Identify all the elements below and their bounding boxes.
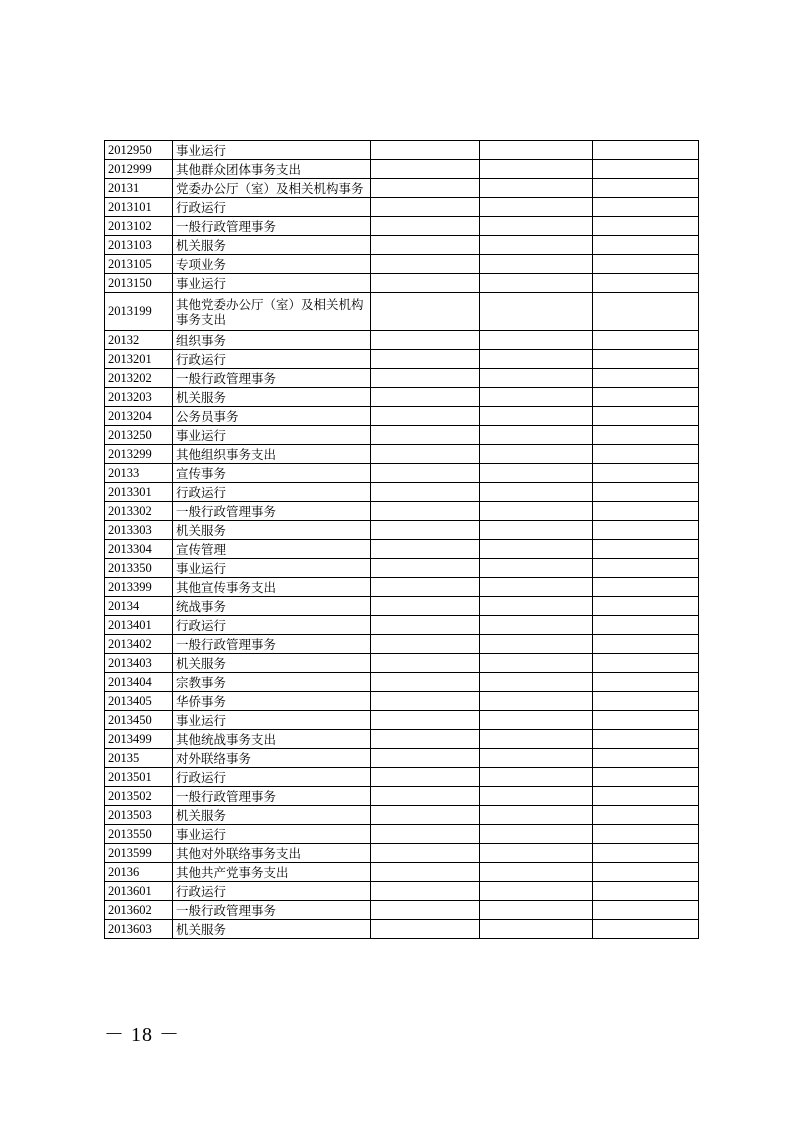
empty-value-cell [480,236,593,255]
empty-value-cell [480,141,593,160]
subject-name-cell: 一般行政管理事务 [173,502,371,521]
empty-value-cell [593,540,699,559]
empty-value-cell [480,293,593,331]
empty-value-cell [371,882,480,901]
table-row [105,749,699,768]
table-row [105,426,699,445]
table-row [105,768,699,787]
empty-value-cell [593,521,699,540]
empty-value-cell [371,350,480,369]
empty-value-cell [480,616,593,635]
subject-code-cell: 2013102 [105,217,173,236]
subject-name-cell: 事业运行 [173,711,371,730]
empty-value-cell [593,635,699,654]
empty-value-cell [480,882,593,901]
subject-code-cell: 2013203 [105,388,173,407]
subject-name-cell: 其他群众团体事务支出 [173,160,371,179]
subject-code-cell: 20131 [105,179,173,198]
subject-name-cell: 华侨事务 [173,692,371,711]
subject-name-cell: 其他对外联络事务支出 [173,844,371,863]
subject-name-cell: 其他党委办公厅（室）及相关机构事务支出 [173,293,371,331]
subject-code-cell: 2013603 [105,920,173,939]
empty-value-cell [480,407,593,426]
subject-name-cell: 其他宣传事务支出 [173,578,371,597]
empty-value-cell [593,198,699,217]
subject-name-cell: 事业运行 [173,825,371,844]
empty-value-cell [593,331,699,350]
subject-name-cell: 行政运行 [173,198,371,217]
empty-value-cell [480,388,593,407]
subject-name-cell: 机关服务 [173,388,371,407]
empty-value-cell [593,179,699,198]
subject-code-cell: 2013402 [105,635,173,654]
subject-name-cell: 一般行政管理事务 [173,217,371,236]
empty-value-cell [371,920,480,939]
empty-value-cell [480,844,593,863]
table-row [105,293,699,331]
budget-table [104,140,699,939]
empty-value-cell [593,502,699,521]
empty-value-cell [371,236,480,255]
empty-value-cell [371,388,480,407]
table-row [105,388,699,407]
table-row [105,920,699,939]
table-row [105,692,699,711]
subject-name-cell: 机关服务 [173,236,371,255]
subject-name-cell: 行政运行 [173,616,371,635]
table-row [105,407,699,426]
empty-value-cell [593,901,699,920]
empty-value-cell [371,692,480,711]
empty-value-cell [371,597,480,616]
subject-code-cell: 2013101 [105,198,173,217]
subject-code-cell: 20133 [105,464,173,483]
empty-value-cell [593,160,699,179]
empty-value-cell [371,464,480,483]
empty-value-cell [371,540,480,559]
subject-code-cell: 20132 [105,331,173,350]
subject-name-cell: 一般行政管理事务 [173,787,371,806]
empty-value-cell [371,559,480,578]
subject-code-cell: 2013202 [105,369,173,388]
table-row [105,350,699,369]
subject-code-cell: 2013201 [105,350,173,369]
subject-code-cell: 2013103 [105,236,173,255]
empty-value-cell [593,255,699,274]
empty-value-cell [480,749,593,768]
subject-name-cell: 事业运行 [173,426,371,445]
table-row [105,616,699,635]
empty-value-cell [480,445,593,464]
empty-value-cell [371,806,480,825]
table-row [105,654,699,673]
subject-code-cell: 2013601 [105,882,173,901]
table-row [105,179,699,198]
empty-value-cell [593,559,699,578]
empty-value-cell [371,749,480,768]
subject-name-cell: 党委办公厅（室）及相关机构事务 [173,179,371,198]
empty-value-cell [371,502,480,521]
empty-value-cell [480,578,593,597]
subject-code-cell: 2013405 [105,692,173,711]
table-row [105,559,699,578]
empty-value-cell [593,445,699,464]
empty-value-cell [371,578,480,597]
empty-value-cell [480,692,593,711]
empty-value-cell [371,901,480,920]
subject-code-cell: 20135 [105,749,173,768]
subject-code-cell: 2013350 [105,559,173,578]
empty-value-cell [480,559,593,578]
subject-code-cell: 20134 [105,597,173,616]
subject-code-cell: 2012999 [105,160,173,179]
table-row [105,274,699,293]
table-row [105,331,699,350]
empty-value-cell [480,426,593,445]
empty-value-cell [371,198,480,217]
subject-name-cell: 其他统战事务支出 [173,730,371,749]
empty-value-cell [593,274,699,293]
empty-value-cell [593,426,699,445]
subject-name-cell: 其他共产党事务支出 [173,863,371,882]
empty-value-cell [371,711,480,730]
empty-value-cell [480,673,593,692]
empty-value-cell [593,692,699,711]
empty-value-cell [593,407,699,426]
empty-value-cell [593,464,699,483]
table-row [105,483,699,502]
empty-value-cell [371,141,480,160]
subject-name-cell: 机关服务 [173,806,371,825]
empty-value-cell [593,787,699,806]
empty-value-cell [593,825,699,844]
empty-value-cell [480,160,593,179]
empty-value-cell [593,388,699,407]
empty-value-cell [480,274,593,293]
subject-name-cell: 宣传事务 [173,464,371,483]
empty-value-cell [480,768,593,787]
table-row [105,863,699,882]
table-row [105,445,699,464]
empty-value-cell [593,749,699,768]
empty-value-cell [593,844,699,863]
page-number: － 18 － [104,1024,180,1046]
empty-value-cell [480,730,593,749]
subject-name-cell: 一般行政管理事务 [173,635,371,654]
table-row [105,730,699,749]
subject-name-cell: 其他组织事务支出 [173,445,371,464]
subject-code-cell: 2012950 [105,141,173,160]
table-row [105,198,699,217]
empty-value-cell [480,217,593,236]
table-row [105,217,699,236]
empty-value-cell [371,160,480,179]
table-row [105,673,699,692]
empty-value-cell [593,369,699,388]
subject-code-cell: 2013501 [105,768,173,787]
empty-value-cell [593,863,699,882]
empty-value-cell [371,616,480,635]
subject-code-cell: 2013304 [105,540,173,559]
empty-value-cell [593,616,699,635]
subject-code-cell: 2013502 [105,787,173,806]
table-row [105,711,699,730]
subject-name-cell: 事业运行 [173,559,371,578]
empty-value-cell [371,673,480,692]
empty-value-cell [480,806,593,825]
empty-value-cell [371,293,480,331]
table-row [105,464,699,483]
table-row [105,369,699,388]
table-body [105,141,699,939]
subject-code-cell: 2013403 [105,654,173,673]
subject-code-cell: 2013499 [105,730,173,749]
empty-value-cell [593,768,699,787]
empty-value-cell [480,350,593,369]
subject-name-cell: 机关服务 [173,920,371,939]
empty-value-cell [593,711,699,730]
empty-value-cell [371,730,480,749]
table-row [105,521,699,540]
empty-value-cell [371,445,480,464]
empty-value-cell [371,654,480,673]
empty-value-cell [371,863,480,882]
table-row [105,901,699,920]
empty-value-cell [480,654,593,673]
empty-value-cell [593,806,699,825]
table-row [105,540,699,559]
subject-name-cell: 机关服务 [173,521,371,540]
subject-code-cell: 2013599 [105,844,173,863]
empty-value-cell [480,464,593,483]
subject-code-cell: 2013299 [105,445,173,464]
empty-value-cell [593,483,699,502]
empty-value-cell [371,274,480,293]
empty-value-cell [593,730,699,749]
empty-value-cell [593,293,699,331]
empty-value-cell [371,483,480,502]
subject-code-cell: 2013404 [105,673,173,692]
empty-value-cell [371,255,480,274]
table-row [105,787,699,806]
empty-value-cell [480,483,593,502]
empty-value-cell [371,407,480,426]
subject-name-cell: 组织事务 [173,331,371,350]
table-row [105,844,699,863]
empty-value-cell [371,217,480,236]
empty-value-cell [480,198,593,217]
empty-value-cell [480,901,593,920]
subject-code-cell: 2013550 [105,825,173,844]
empty-value-cell [371,768,480,787]
subject-name-cell: 行政运行 [173,768,371,787]
empty-value-cell [371,426,480,445]
empty-value-cell [480,369,593,388]
subject-code-cell: 2013303 [105,521,173,540]
subject-name-cell: 一般行政管理事务 [173,369,371,388]
empty-value-cell [480,920,593,939]
subject-name-cell: 对外联络事务 [173,749,371,768]
subject-code-cell: 2013450 [105,711,173,730]
subject-name-cell: 行政运行 [173,882,371,901]
empty-value-cell [480,711,593,730]
table-row [105,502,699,521]
subject-name-cell: 事业运行 [173,141,371,160]
empty-value-cell [480,863,593,882]
table-row [105,236,699,255]
empty-value-cell [593,673,699,692]
empty-value-cell [480,521,593,540]
empty-value-cell [371,179,480,198]
empty-value-cell [371,369,480,388]
subject-name-cell: 统战事务 [173,597,371,616]
empty-value-cell [480,331,593,350]
subject-code-cell: 2013199 [105,293,173,331]
empty-value-cell [371,844,480,863]
empty-value-cell [480,635,593,654]
empty-value-cell [480,255,593,274]
table-row [105,882,699,901]
subject-code-cell: 20136 [105,863,173,882]
subject-code-cell: 2013250 [105,426,173,445]
table-row [105,597,699,616]
empty-value-cell [593,217,699,236]
table-row [105,806,699,825]
table-row [105,825,699,844]
empty-value-cell [593,654,699,673]
subject-name-cell: 事业运行 [173,274,371,293]
empty-value-cell [480,787,593,806]
empty-value-cell [371,787,480,806]
empty-value-cell [371,825,480,844]
empty-value-cell [371,521,480,540]
table-row [105,578,699,597]
empty-value-cell [480,597,593,616]
empty-value-cell [593,350,699,369]
empty-value-cell [593,236,699,255]
subject-name-cell: 一般行政管理事务 [173,901,371,920]
subject-name-cell: 宣传管理 [173,540,371,559]
empty-value-cell [593,882,699,901]
subject-code-cell: 2013204 [105,407,173,426]
subject-code-cell: 2013301 [105,483,173,502]
empty-value-cell [593,578,699,597]
subject-code-cell: 2013399 [105,578,173,597]
empty-value-cell [480,540,593,559]
subject-name-cell: 专项业务 [173,255,371,274]
table-row [105,141,699,160]
empty-value-cell [371,331,480,350]
empty-value-cell [593,597,699,616]
table-row [105,255,699,274]
subject-name-cell: 公务员事务 [173,407,371,426]
subject-code-cell: 2013401 [105,616,173,635]
empty-value-cell [371,635,480,654]
subject-name-cell: 机关服务 [173,654,371,673]
subject-code-cell: 2013503 [105,806,173,825]
table-row [105,635,699,654]
subject-code-cell: 2013150 [105,274,173,293]
empty-value-cell [593,920,699,939]
subject-code-cell: 2013602 [105,901,173,920]
subject-code-cell: 2013302 [105,502,173,521]
subject-name-cell: 行政运行 [173,350,371,369]
empty-value-cell [480,825,593,844]
subject-code-cell: 2013105 [105,255,173,274]
subject-name-cell: 行政运行 [173,483,371,502]
subject-name-cell: 宗教事务 [173,673,371,692]
empty-value-cell [593,141,699,160]
empty-value-cell [480,179,593,198]
table-row [105,160,699,179]
empty-value-cell [480,502,593,521]
